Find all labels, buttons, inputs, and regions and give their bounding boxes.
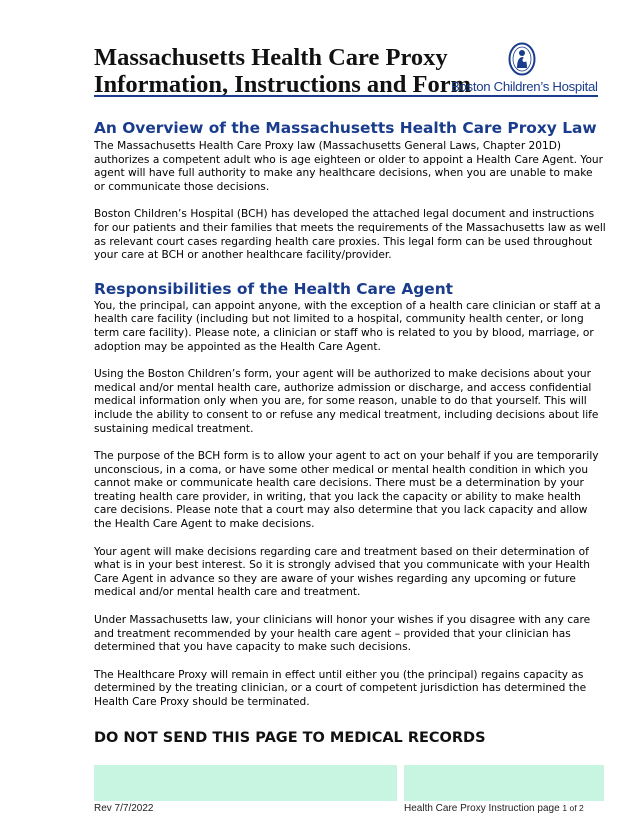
responsibilities-paragraph-6: The Healthcare Proxy will remain in effect until either you (the principal) regains capacity as determined by the treating clinician, or a court of competent jurisdiction has determined the Health Care Proxy should be terminated. [94,668,587,708]
footer-stripe-left [94,765,397,801]
header-divider [94,95,598,97]
page-label: Health Care Proxy Instruction page [404,803,560,814]
page-number: 1 of 2 [562,803,584,813]
overview-paragraph-2: Boston Children’s Hospital (BCH) has developed the attached legal document and instructions for our patients and their families that meets the requirements of the Massachusetts law as well as relevant court cases regarding health care proxies. This legal form can be used throughout your care at BCH or another healthcare facility/provider. [94,208,606,262]
responsibilities-paragraph-5: Under Massachusetts law, your clinicians will honor your wishes if you disagree with any care and treatment recommended by your health care agent – provided that your clinician has determined that you have capacity to make such decisions. [94,614,591,654]
responsibilities-paragraph-3: The purpose of the BCH form is to allow your agent to act on your behalf if you are temporarily unconscious, in a coma, or have some other medical or mental health condition in which you cannot make or communicate health care decisions. There must be a determination by your treating health care provider, in writing, that you lack the capacity or ability to make health care decisions. Please note that a court may also determine that you lack capacity and allow the Health Care Agent to make decisions. [94,450,599,531]
overview-paragraph-1: The Massachusetts Health Care Proxy law (Massachusetts General Laws, Chapter 201D) authorizes a competent adult who is age eighteen or older to appoint a Health Care Agent. Your agent will have full authority to make any healthcare decisions, when you are unable to make or communicate those decisions. [94,140,603,193]
document-body [94,119,606,710]
revision-date: Rev 7/7/2022 [94,803,154,814]
title-line-2: Information, Instructions and Form [94,71,472,98]
document-title [94,44,471,98]
responsibilities-paragraph-4: Your agent will make decisions regarding care and treatment based on their determination of what is in your best interest. So it is strongly advised that you communicate with your Health Care Agent in advance so they are aware of your wishes regarding any upcoming or future medical and/or mental health care and treatment. [94,545,591,599]
hospital-seal-icon [508,42,536,76]
title-line-1: Massachusetts Health Care Proxy [94,44,448,71]
section-heading-responsibilities: Responsibilities of the Health Care Agent [94,279,454,298]
responsibilities-paragraph-1: You, the principal, can appoint anyone, with the exception of a health care clinician or staff at a health care facility (including but not limited to a hospital, community health center, or long term care facility). Please note, a clinician or staff who is related to you by blood, marriage, or adoption may be appointed as the Health Care Agent. [94,299,601,353]
responsibilities-paragraph-2: Using the Boston Children’s form, your agent will be authorized to make decisions about your medical and/or mental health care, authorize admission or discharge, and access confidential medical information only when you are, for some reason, unable to do that yourself. This will include the ability to consent to or refuse any medical treatment, including decisions about life sustaining medical treatment. [94,368,599,435]
section-heading-overview: An Overview of the Massachusetts Health Care Proxy Law [94,119,597,137]
footer-stripe-right [404,765,604,801]
page-footer [404,803,584,814]
records-warning: DO NOT SEND THIS PAGE TO MEDICAL RECORDS [94,730,486,746]
hospital-name: Boston Children’s Hospital [451,79,598,94]
